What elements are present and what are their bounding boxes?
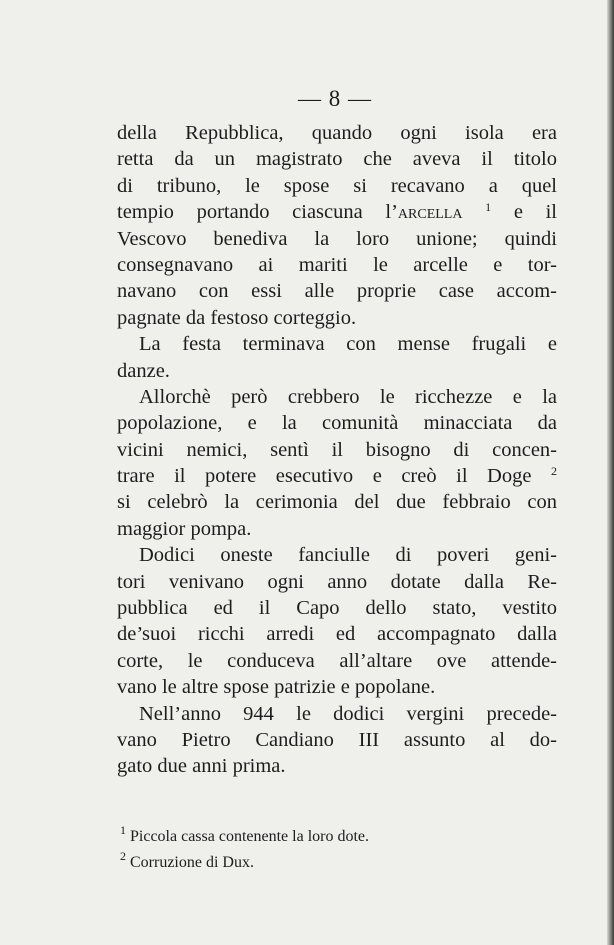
text-line-with-footnote (117, 199, 557, 225)
text-line: si celebrò la cerimonia del due febbraio con (117, 491, 557, 514)
text-line: Dodici oneste fanciulle di poveri geni- (139, 544, 557, 567)
text-line: tori venivano ogni anno dotate dalla Re- (117, 570, 557, 593)
text-line: gato due anni prima. (117, 755, 286, 778)
paragraph-3 (117, 384, 557, 542)
text-line: danze. (117, 359, 170, 382)
text-line: vano le altre spose patrizie e popolane. (117, 676, 436, 699)
text-segment: trare il potere esecutivo e creò il Doge (117, 465, 532, 488)
text-line: retta da un magistrato che aveva il titolo (117, 148, 557, 171)
text-line: della Repubblica, quando ogni isola era (117, 122, 557, 144)
text-line: Vescovo benediva la loro unione; quindi (117, 227, 557, 250)
paragraph-5 (117, 701, 557, 780)
text-line: Allorchè però crebbero le ricchezze e la (139, 385, 557, 408)
text-line: popolazione, e la comunità minacciata da (117, 412, 557, 435)
footnote-text: Piccola cassa contenente la loro dote. (130, 828, 370, 845)
text-segment: e il (513, 201, 557, 224)
arcella-word: arcella (397, 201, 463, 224)
text-line: navano con essi alle proprie case accom- (117, 280, 557, 303)
paragraph-4 (117, 542, 557, 700)
footnote-mark: 2 (120, 849, 126, 863)
text-line: vano Pietro Candiano III assunto al do- (117, 728, 557, 751)
text-line: maggior pompa. (117, 517, 252, 540)
footnotes (117, 824, 557, 876)
footnote-ref-2: 2 (551, 464, 557, 479)
text-line: pagnate da festoso corteggio. (117, 306, 357, 329)
paragraph-2 (117, 331, 557, 384)
footnote-2 (117, 850, 557, 876)
footnote-mark: 1 (120, 823, 126, 837)
main-text (117, 120, 557, 780)
footnote-1 (117, 824, 557, 850)
text-line: pubblica ed il Capo dello stato, vestito (117, 597, 557, 620)
text-line: Nell’anno 944 le dodici vergini precede- (139, 702, 557, 725)
paragraph-1 (117, 120, 557, 331)
text-line: vicini nemici, sentì il bisogno di concen- (117, 438, 557, 461)
text-line: La festa terminava con mense frugali e (139, 333, 557, 356)
text-line: corte, le conduceva all’altare ove attende- (117, 649, 557, 672)
footnote-text: Corruzione di Dux. (130, 854, 254, 871)
text-line-with-footnote (117, 463, 557, 489)
text-line: consegnavano ai mariti le arcelle e tor- (117, 253, 557, 276)
page-number: — 8 — (298, 86, 372, 111)
footnote-ref-1: 1 (485, 200, 492, 215)
text-line: di tribuno, le spose si recavano a quel (117, 174, 557, 197)
text-segment: tempio portando ciascuna l’ (117, 201, 398, 224)
text-line: de’suoi ricchi arredi ed accompagnato dalla (117, 623, 557, 646)
